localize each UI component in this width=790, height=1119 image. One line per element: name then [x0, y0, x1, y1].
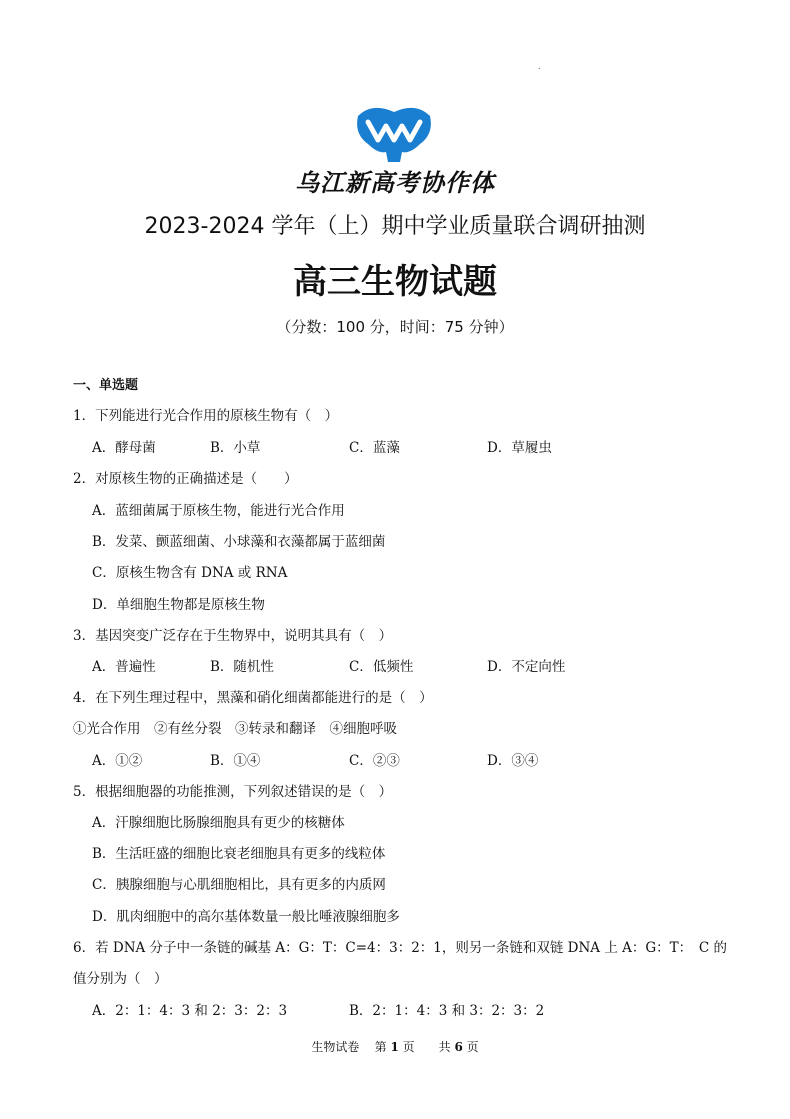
exam-info: （分数：100 分，时间：75 分钟）: [276, 318, 514, 336]
option-d: D．肌肉细胞中的高尔基体数量一般比唾液腺细胞多: [92, 909, 400, 925]
logo-icon: [354, 104, 434, 164]
option-a: A．蓝细菌属于原核生物，能进行光合作用: [92, 503, 345, 519]
footer-page-suffix: 页: [466, 1040, 479, 1054]
question-3-stem: 3．基因突变广泛存在于生物界中，说明其具有（ ）: [73, 628, 393, 644]
question-4-stem: 4．在下列生理过程中，黑藻和硝化细菌都能进行的是（ ）: [73, 690, 433, 706]
page-title: 高三生物试题: [293, 262, 497, 302]
option-d: D．草履虫: [487, 440, 552, 456]
question-5-stem: 5．根据细胞器的功能推测，下列叙述错误的是（ ）: [73, 784, 393, 800]
option-d: D．单细胞生物都是原核生物: [92, 597, 265, 613]
question-6-options: [92, 999, 732, 1019]
footer-page-prefix: 第: [374, 1040, 387, 1054]
option-b: B．发菜、颤蓝细菌、小球藻和衣藻都属于蓝细菌: [92, 534, 386, 550]
option-b: B．2：1：4：3 和 3：2：3：2: [349, 1003, 545, 1019]
corner-dot: .: [538, 62, 541, 71]
footer-page-mid: 页 共: [402, 1040, 451, 1054]
option-d: D．不定向性: [487, 659, 566, 675]
option-d: D．③④: [487, 753, 539, 769]
exam-subtitle: 2023-2024 学年（上）期中学业质量联合调研抽测: [144, 214, 646, 239]
option-b: B．随机性: [210, 659, 274, 675]
page-footer: [0, 1038, 790, 1055]
question-4-note: ①光合作用 ②有丝分裂 ③转录和翻译 ④细胞呼吸: [73, 721, 397, 737]
footer-subject: 生物试卷: [311, 1040, 360, 1054]
option-c: C．原核生物含有 DNA 或 RNA: [92, 565, 288, 581]
question-6-stem-cont: 值分别为（ ）: [73, 971, 168, 987]
option-a: A．普遍性: [92, 659, 156, 675]
option-b: B．生活旺盛的细胞比衰老细胞具有更多的线粒体: [92, 846, 386, 862]
option-b: B．小草: [210, 440, 261, 456]
question-1-stem: 1．下列能进行光合作用的原核生物有（ ）: [73, 408, 339, 424]
option-a: A．汗腺细胞比肠腺细胞具有更少的核糖体: [92, 815, 345, 831]
question-3-options: [92, 655, 732, 675]
question-6-stem: 6．若 DNA 分子中一条链的碱基 A：G：T：C=4：3：2：1，则另一条链和双链 DNA 上 A：G：T： C 的: [73, 940, 728, 956]
option-c: C．②③: [349, 753, 400, 769]
option-a: A．①②: [92, 753, 143, 769]
question-2-stem: 2．对原核生物的正确描述是（ ）: [73, 471, 298, 487]
option-a: A．2：1：4：3 和 2：3：2：3: [92, 1003, 288, 1019]
option-a: A．酵母菌: [92, 440, 156, 456]
footer-page-num: 1: [390, 1040, 399, 1054]
option-c: C．胰腺细胞与心肌细胞相比，具有更多的内质网: [92, 877, 386, 893]
option-c: C．低频性: [349, 659, 414, 675]
option-b: B．①④: [210, 753, 261, 769]
footer-page-total: 6: [454, 1040, 463, 1054]
section-heading: 一、单选题: [73, 378, 139, 393]
question-4-options: [92, 749, 732, 769]
question-1-options: [92, 436, 732, 456]
org-name: 乌江新高考协作体: [295, 169, 495, 197]
option-c: C．蓝藻: [349, 440, 400, 456]
